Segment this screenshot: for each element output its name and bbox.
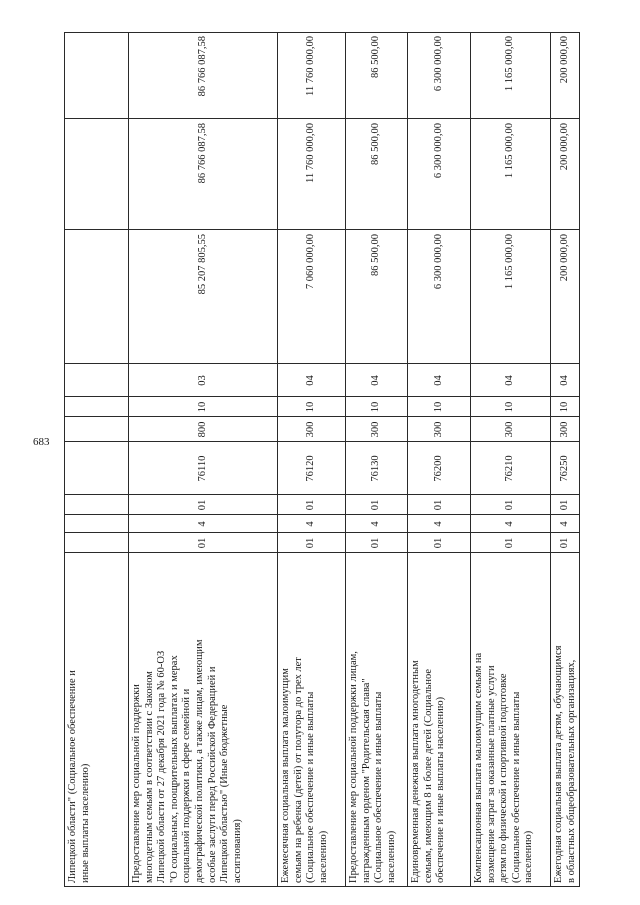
- code-subprogram: 4: [305, 521, 316, 527]
- code-subprogram: 4: [432, 521, 444, 527]
- row-name-cell: [67, 555, 127, 883]
- row-name-line: Ежемесячная социальная выплата малоимущим: [280, 668, 291, 883]
- code-subsection: 04: [305, 375, 316, 386]
- row-name-line: детям по физической и спортивной подготовке: [498, 673, 510, 883]
- row-name-line: возмещение затрат за оказанные платные услуги: [485, 665, 497, 883]
- code-event: 01: [432, 499, 444, 511]
- code-section: 10: [370, 401, 381, 413]
- column-divider: [64, 32, 580, 33]
- code-subprogram: 4: [370, 521, 381, 527]
- code-program: 01: [559, 537, 570, 549]
- code-section: 10: [504, 401, 515, 413]
- amount-year-3: 11 760 000,00: [305, 36, 316, 96]
- amount-year-2: 11 760 000,00: [305, 123, 316, 183]
- row-name-cell: [348, 555, 406, 883]
- row-name-line: иные выплаты населению): [79, 763, 91, 883]
- row-divider: [470, 32, 471, 887]
- code-program: 01: [196, 537, 208, 549]
- row-name-line: Ежегодная социальная выплата детям, обучающимся: [553, 645, 564, 883]
- row-name-line: особые заслуги перед Российской Федерацией и: [206, 666, 218, 883]
- column-divider: [64, 886, 580, 887]
- amount-year-3: 86 500,00: [370, 36, 381, 78]
- row-divider: [64, 32, 65, 887]
- row-name-line: населению): [385, 830, 397, 883]
- code-subsection: 03: [196, 375, 208, 386]
- row-name-line: в областных общеобразовательных организациях,: [565, 659, 577, 883]
- code-section: 10: [196, 401, 208, 413]
- code-section: 10: [559, 401, 570, 413]
- amount-year-3: 200 000,00: [559, 36, 570, 84]
- code-program: 01: [370, 537, 381, 549]
- page-number: 683: [33, 436, 50, 448]
- column-divider: [64, 416, 580, 417]
- code-direction: 76120: [305, 455, 316, 482]
- column-divider: [64, 229, 580, 230]
- row-divider: [345, 32, 346, 887]
- row-name-line: (Социальное обеспечение и иные выплаты: [373, 691, 385, 883]
- code-direction: 76130: [370, 455, 381, 482]
- code-subprogram: 4: [559, 521, 570, 527]
- code-expense-type: 300: [305, 421, 316, 438]
- column-divider: [64, 514, 580, 515]
- row-name-line: "О социальных, поощрительных выплатах и мерах: [168, 655, 180, 883]
- code-section: 10: [305, 401, 316, 413]
- code-program: 01: [305, 537, 316, 549]
- row-name-cell: [280, 555, 344, 883]
- code-program: 01: [504, 537, 515, 549]
- amount-year-1: 85 207 805,55: [196, 234, 208, 295]
- code-subprogram: 4: [504, 521, 515, 527]
- code-expense-type: 800: [196, 421, 208, 438]
- row-name-cell: [131, 555, 276, 883]
- amount-year-1: 86 500,00: [370, 234, 381, 276]
- row-divider: [550, 32, 551, 887]
- code-subsection: 04: [370, 375, 381, 386]
- row-name-line: семьям на ребенка (детей) от полутора до трех лет: [292, 657, 304, 883]
- amount-year-2: 86 500,00: [370, 123, 381, 165]
- budget-table: [64, 32, 580, 887]
- code-program: 01: [432, 537, 444, 549]
- code-subsection: 04: [559, 375, 570, 386]
- code-section: 10: [432, 401, 444, 413]
- code-expense-type: 300: [370, 421, 381, 438]
- row-name-line: (Социальное обеспечение и иные выплаты: [305, 691, 317, 883]
- column-divider: [64, 396, 580, 397]
- amount-year-1: 200 000,00: [559, 234, 570, 282]
- amount-year-2: 6 300 000,00: [432, 123, 444, 179]
- row-name-cell: [410, 555, 469, 883]
- amount-year-3: 1 165 000,00: [504, 36, 515, 92]
- row-divider: [128, 32, 129, 887]
- code-event: 01: [504, 499, 515, 511]
- row-name-line: Липецкой области от 27 декабря 2021 года № 60-ОЗ: [156, 650, 168, 883]
- column-divider: [64, 552, 580, 553]
- code-subsection: 04: [432, 375, 444, 386]
- row-name-line: ассигнования): [231, 819, 243, 883]
- amount-year-2: 86 766 087,58: [196, 123, 208, 184]
- code-event: 01: [305, 499, 316, 511]
- code-event: 01: [559, 499, 570, 511]
- row-name-line: Предоставление мер социальной поддержки: [131, 684, 142, 883]
- row-name-line: многодетным семьям в соответствии с Законом: [143, 671, 155, 883]
- row-name-line: Липецкой области" (Социальное обеспечение и: [67, 670, 78, 883]
- row-name-line: демографической политики, а также лицам, имеющим: [193, 639, 205, 883]
- column-divider: [64, 441, 580, 442]
- row-name-line: Предоставление мер социальной поддержки лицам,: [348, 651, 359, 883]
- amount-year-3: 6 300 000,00: [432, 36, 444, 92]
- row-name-line: обеспечение и иные выплаты населению): [435, 696, 447, 883]
- row-divider: [277, 32, 278, 887]
- code-expense-type: 300: [559, 421, 570, 438]
- row-divider: [407, 32, 408, 887]
- code-expense-type: 300: [432, 421, 444, 438]
- row-name-cell: [473, 555, 549, 883]
- code-subprogram: 4: [196, 521, 208, 527]
- column-divider: [64, 494, 580, 495]
- column-divider: [64, 532, 580, 533]
- row-name-line: (Социальное обеспечение и иные выплаты: [510, 691, 522, 883]
- column-divider: [64, 118, 580, 119]
- column-divider: [64, 363, 580, 364]
- code-subsection: 04: [504, 375, 515, 386]
- amount-year-1: 1 165 000,00: [504, 234, 515, 290]
- amount-year-1: 7 060 000,00: [305, 234, 316, 290]
- amount-year-2: 1 165 000,00: [504, 123, 515, 179]
- row-name-line: Единовременная денежная выплата многодетным: [410, 660, 421, 883]
- row-name-line: социальной поддержки в сфере семейной и: [181, 688, 193, 883]
- amount-year-3: 86 766 087,58: [196, 36, 208, 97]
- code-event: 01: [370, 499, 381, 511]
- code-expense-type: 300: [504, 421, 515, 438]
- code-direction: 76200: [432, 455, 444, 482]
- row-name-line: награжденным орденом "Родительская слава": [360, 678, 372, 883]
- row-name-line: населению): [523, 830, 535, 883]
- amount-year-1: 6 300 000,00: [432, 234, 444, 290]
- row-name-cell: [553, 555, 579, 883]
- row-name-line: Компенсационная выплата малоимущим семьям на: [473, 652, 484, 883]
- row-name-line: населению): [317, 830, 329, 883]
- code-direction: 76110: [196, 455, 208, 482]
- amount-year-2: 200 000,00: [559, 123, 570, 171]
- code-direction: 76210: [504, 455, 515, 482]
- code-event: 01: [196, 499, 208, 511]
- row-divider: [579, 32, 580, 887]
- code-direction: 76250: [559, 455, 570, 482]
- row-name-line: семьям, имеющим 8 и более детей (Социальное: [422, 668, 434, 883]
- row-name-line: Липецкой областью" (Иные бюджетные: [219, 704, 231, 883]
